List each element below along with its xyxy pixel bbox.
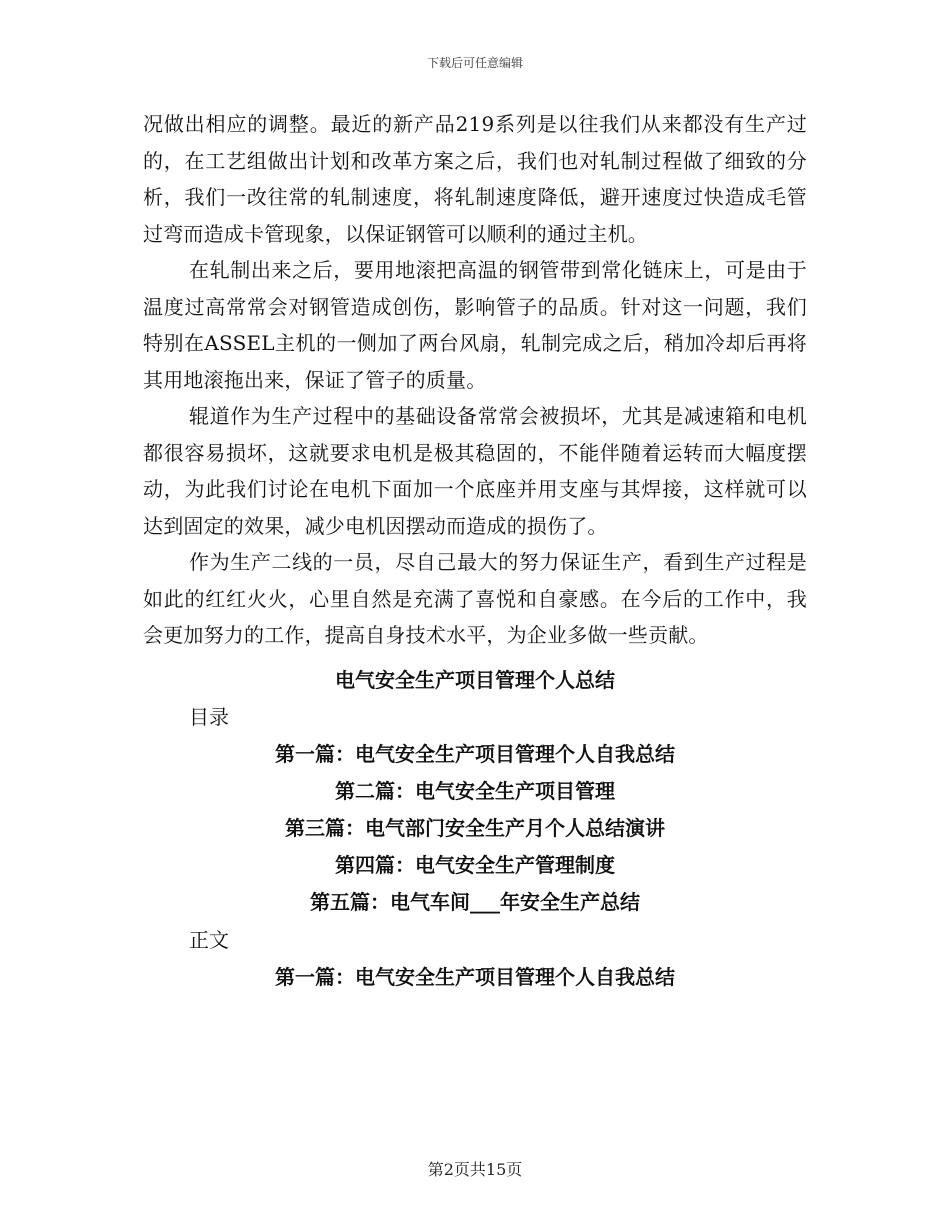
table-of-contents (143, 736, 807, 921)
body-label: 正文 (189, 927, 229, 952)
paragraph-rolling: 在轧制出来之后，要用地滚把高温的钢管带到常化链床上，可是由于温度过高常常会对钢管造成创伤，影响管子的品质。针对这一问题，我们特别在ASSEL主机的一侧加了两台风扇，轧制完成之后，稍加冷却后再将其用地滚拖出来，保证了管子的质量。 (143, 258, 807, 392)
page-number: 第2页共15页 (427, 1160, 523, 1179)
page-header: 下载后可任意编辑 (426, 56, 523, 70)
paragraph-conclusion: 作为生产二线的一员，尽自己最大的努力保证生产，看到生产过程是如此的红红火火，心里自然是充满了喜悦和自豪感。在今后的工作中，我会更加努力的工作，提高自身技术水平，为企业多做一些贡献。 (143, 550, 807, 647)
toc-item: 第一篇：电气安全生产项目管理个人自我总结 (275, 741, 675, 766)
toc-label: 目录 (189, 704, 229, 729)
toc-item: 第五篇：电气车间___年安全生产总结 (310, 889, 640, 914)
section-title: 第一篇：电气安全生产项目管理个人自我总结 (275, 964, 675, 989)
toc-item: 第二篇：电气安全生产项目管理 (335, 778, 615, 803)
document-title: 电气安全生产项目管理个人总结 (335, 667, 615, 692)
paragraph-continuation: 况做出相应的调整。最近的新产品219系列是以往我们从来都没有生产过的，在工艺组做出计划和改革方案之后，我们也对轧制过程做了细致的分析，我们一改往常的轧制速度，将轧制速度降低，避开速度过快造成毛管过弯而造成卡管现象，以保证钢管可以顺利的通过主机。 (143, 112, 807, 246)
toc-item: 第四篇：电气安全生产管理制度 (335, 852, 615, 877)
document-body (143, 106, 807, 996)
toc-item: 第三篇：电气部门安全生产月个人总结演讲 (285, 815, 665, 840)
paragraph-roller-table: 辊道作为生产过程中的基础设备常常会被损坏，尤其是减速箱和电机都很容易损坏，这就要求电机是极其稳固的，不能伴随着运转而大幅度摆动，为此我们讨论在电机下面加一个底座并用支座与其焊接，这样就可以达到固定的效果，减少电机因摆动而造成的损伤了。 (143, 404, 807, 538)
